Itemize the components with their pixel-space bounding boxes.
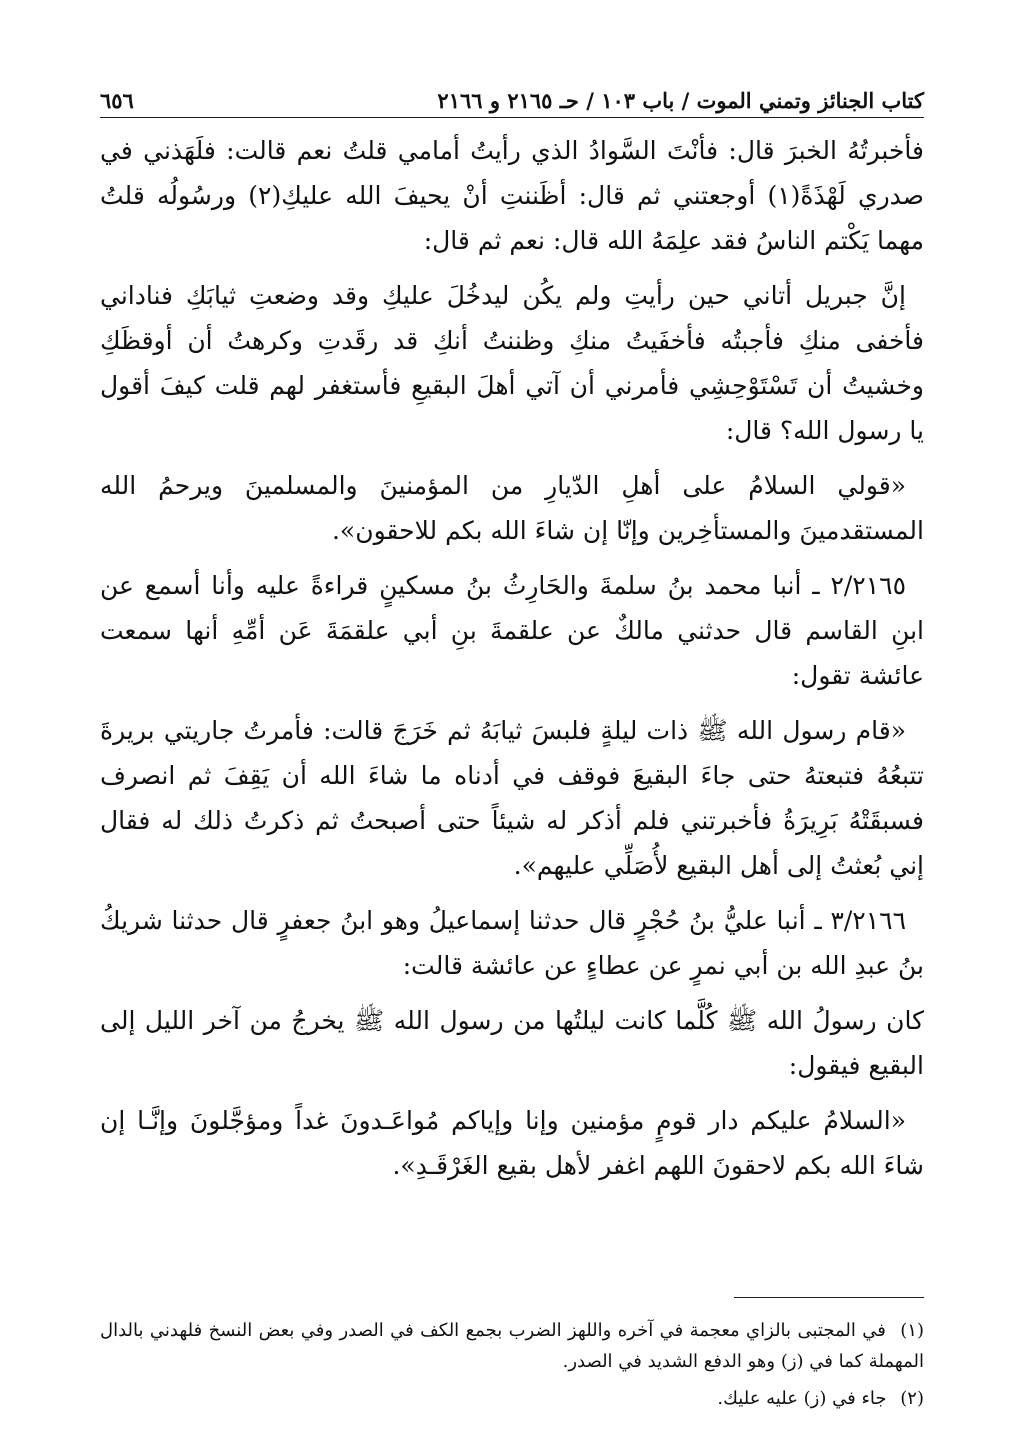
footnote-divider	[734, 1297, 924, 1298]
footnote-text: في المجتبى بالزاي معجمة في آخره واللهز الضرب بجمع الكف في الصدر وفي بعض النسخ فلهدني بالدال المهملة كما في (ز) وهو الدفع الشديد في الصدر.	[100, 1320, 924, 1372]
paragraph: كان رسولُ الله ﷺ كُلَّما كانت ليلتُها من رسول الله ﷺ يخرجُ من آخر الليل إلى البقيع فيقول:	[100, 1006, 924, 1080]
hadith-paragraph: ٢/٢١٦٥ ـ أنبا محمد بنُ سلمةَ والحَارِثُ بنُ مسكينٍ قراءةً عليه وأنا أسمع عن ابنِ القاسم قال حدثني مالكٌ عن علقمةَ بنِ أبي علقمَةَ عَن أمِّهِ أنها سمعت عائشة تقول:	[100, 571, 924, 690]
page	[100, 88, 924, 1198]
paragraph: فأخبرتُهُ الخبرَ قال: فأنْتَ السَّوادُ الذي رأيتُ أمامي قلتُ نعم قالت: فلَهَذني في صدري لَهْذَةً(١) أوجعتني ثم قال: أظَننتِ أنْ يحيفَ الله عليكِ(٢) ورسُولُه قلتُ مهما يَكْتم الناسُ فقد علِمَهُ الله قال: نعم ثم قال:	[100, 136, 924, 255]
footnotes	[100, 1315, 924, 1420]
running-header	[100, 88, 924, 118]
main-text	[100, 128, 924, 1188]
paragraph: «قام رسول الله ﷺ ذات ليلةٍ فلبسَ ثيابَهُ ثم خَرَجَ قالت: فأمرتُ جاريتي بريرةَ تتبعُهُ فتبعتهُ حتى جاءَ البقيعَ فوقف في أدناه ما شاءَ الله أن يَقِفَ ثم انصرف فسبقَتْهُ بَرِيرَةُ فأخبرتني فلم أذكر له شيئاً حتى أصبحتُ ثم ذكرتُ ذلك له فقال إني بُعثتُ إلى أهل البقيع لأُصَلِّي عليهم».	[100, 716, 924, 880]
paragraph: «السلامُ عليكم دار قومٍ مؤمنين وإنا وإياكم مُواعَـدونَ غداً ومؤجَّلونَ وإنَّـا إن شاءَ الله بكم لاحقونَ اللهم اغفر لأهل بقيع الغَرْقَـدِ».	[100, 1106, 924, 1180]
paragraph: إنَّ جبريل أتاني حين رأيتِ ولم يكُن ليدخُلَ عليكِ وقد وضعتِ ثيابَكِ فناداني فأخفى منكِ فأجبتُه فأخفَيتُ منكِ وظننتُ أنكِ قد رقَدتِ وكرهتُ أن أوقظَكِ وخشيتُ أن تَسْتَوْحِشِي فأمرني أن آتي أهلَ البقيعِ فأستغفر لهم قلت كيفَ أقول يا رسول الله؟ قال:	[100, 281, 924, 445]
footnote	[100, 1315, 924, 1377]
running-title: كتاب الجنائز وتمني الموت / باب ١٠٣ / حـ ٢١٦٥ و ٢١٦٦	[437, 88, 924, 113]
page-number: ٦٥٦	[100, 88, 134, 113]
hadith-paragraph: ٣/٢١٦٦ ـ أنبا عليُّ بنُ حُجْرٍ قال حدثنا إسماعيلُ وهو ابنُ جعفرٍ قال حدثنا شريكُ بنُ عبدِ الله بن أبي نمرٍ عن عطاءٍ عن عائشة قالت:	[100, 906, 924, 980]
paragraph: «قولي السلامُ على أهلِ الدّيارِ من المؤمنينَ والمسلمينَ ويرحمُ الله المستقدمينَ والمستأخِرين وإنّا إن شاءَ الله بكم للاحقون».	[100, 471, 924, 545]
footnote-number: (١)	[900, 1320, 924, 1341]
footnote-text: جاء في (ز) عليه عليك.	[717, 1388, 887, 1409]
footnote	[100, 1383, 924, 1414]
footnote-number: (٢)	[900, 1388, 924, 1409]
